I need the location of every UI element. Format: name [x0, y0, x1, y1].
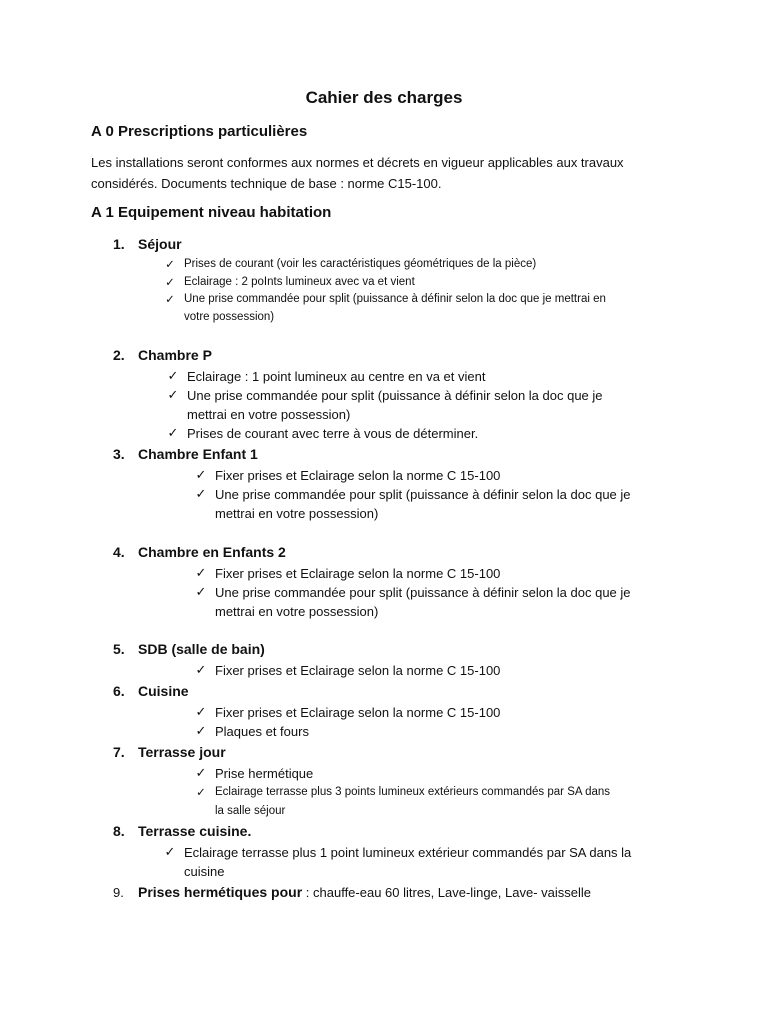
check-icon: ✓ — [167, 388, 179, 403]
list-item-3 — [113, 446, 258, 462]
check-icon: ✓ — [167, 369, 179, 384]
list-item-7 — [113, 744, 226, 760]
list-item-1 — [113, 236, 182, 252]
check-icon: ✓ — [165, 292, 175, 306]
item-label: Chambre Enfant 1 — [138, 446, 258, 462]
item-detail: : chauffe-eau 60 litres, Lave-linge, Lave- vaisselle — [302, 885, 591, 900]
checklist-item: ✓ Prises de courant (voir les caractéristiques géométriques de la pièce) — [162, 255, 536, 273]
item-label: Terrasse jour — [138, 744, 226, 760]
document-title: Cahier des charges — [305, 88, 463, 107]
check-icon: ✓ — [195, 487, 207, 502]
item-label: Prises hermétiques pour — [138, 884, 303, 900]
check-icon: ✓ — [167, 426, 179, 441]
checklist-item: ✓ Prise hermétique — [193, 764, 313, 783]
checklist-item: ✓ Eclairage : 1 point lumineux au centre en va et vient — [165, 367, 485, 386]
check-icon: ✓ — [196, 785, 206, 799]
checklist-item: ✓ Une prise commandée pour split (puissance à définir selon la doc que je mettrai en votre possession) — [193, 485, 631, 523]
list-item-6 — [113, 683, 189, 699]
item-number: 2. — [113, 347, 125, 363]
check-icon: ✓ — [195, 566, 207, 581]
checklist-item: ✓ Fixer prises et Eclairage selon la norme C 15-100 — [193, 564, 500, 583]
checklist-item: ✓ Une prise commandée pour split (puissance à définir selon la doc que je mettrai en votre possession) — [162, 290, 606, 326]
check-icon: ✓ — [195, 585, 207, 600]
check-icon: ✓ — [165, 257, 175, 271]
checklist-item: ✓ Eclairage : 2 poInts lumineux avec va et vient — [162, 273, 415, 291]
item-number: 6. — [113, 683, 125, 699]
paragraph-line: considérés. Documents technique de base : norme C15-100. — [91, 176, 442, 191]
item-number: 4. — [113, 544, 125, 560]
checklist-item: ✓ Fixer prises et Eclairage selon la norme C 15-100 — [193, 703, 500, 722]
item-label: Cuisine — [138, 683, 189, 699]
item-number: 8. — [113, 823, 125, 839]
checklist-item: ✓ Eclairage terrasse plus 3 points lumineux extérieurs commandés par SA dans la salle séjour — [193, 783, 610, 821]
item-label: Séjour — [138, 236, 182, 252]
checklist-item: ✓ Fixer prises et Eclairage selon la norme C 15-100 — [193, 466, 500, 485]
check-icon: ✓ — [195, 468, 207, 483]
paragraph-a0 — [91, 152, 691, 194]
item-label: Chambre en Enfants 2 — [138, 544, 286, 560]
list-item-2 — [113, 347, 212, 363]
list-item-4 — [113, 544, 286, 560]
paragraph-line: Les installations seront conformes aux normes et décrets en vigueur applicables aux travaux — [91, 155, 624, 170]
check-icon: ✓ — [195, 663, 207, 678]
item-label: Chambre P — [138, 347, 212, 363]
checklist-item: ✓ Plaques et fours — [193, 722, 309, 741]
checklist-item: ✓ Une prise commandée pour split (puissance à définir selon la doc que je mettrai en votre possession) — [193, 583, 631, 621]
item-number: 5. — [113, 641, 125, 657]
check-icon: ✓ — [195, 766, 207, 781]
item-number: 1. — [113, 236, 125, 252]
check-icon: ✓ — [195, 705, 207, 720]
item-label: SDB (salle de bain) — [138, 641, 265, 657]
heading-a0: A 0 Prescriptions particulières — [91, 123, 308, 140]
checklist-item: ✓ Fixer prises et Eclairage selon la norme C 15-100 — [193, 661, 500, 680]
item-number: 3. — [113, 446, 125, 462]
checklist-item: ✓ Prises de courant avec terre à vous de déterminer. — [165, 424, 478, 443]
item-label: Terrasse cuisine. — [138, 823, 252, 839]
checklist-item: ✓ Une prise commandée pour split (puissance à définir selon la doc que je mettrai en votre possession) — [165, 386, 603, 424]
list-item-8 — [113, 823, 251, 839]
item-number: 7. — [113, 744, 125, 760]
list-item-5 — [113, 641, 265, 657]
check-icon: ✓ — [195, 724, 207, 739]
list-item-9 — [113, 884, 591, 900]
heading-a1: A 1 Equipement niveau habitation — [91, 204, 332, 221]
item-number: 9. — [113, 885, 124, 900]
check-icon: ✓ — [165, 275, 175, 289]
check-icon: ✓ — [164, 845, 176, 860]
checklist-item: ✓ Eclairage terrasse plus 1 point lumineux extérieur commandés par SA dans la cuisine — [162, 843, 631, 881]
